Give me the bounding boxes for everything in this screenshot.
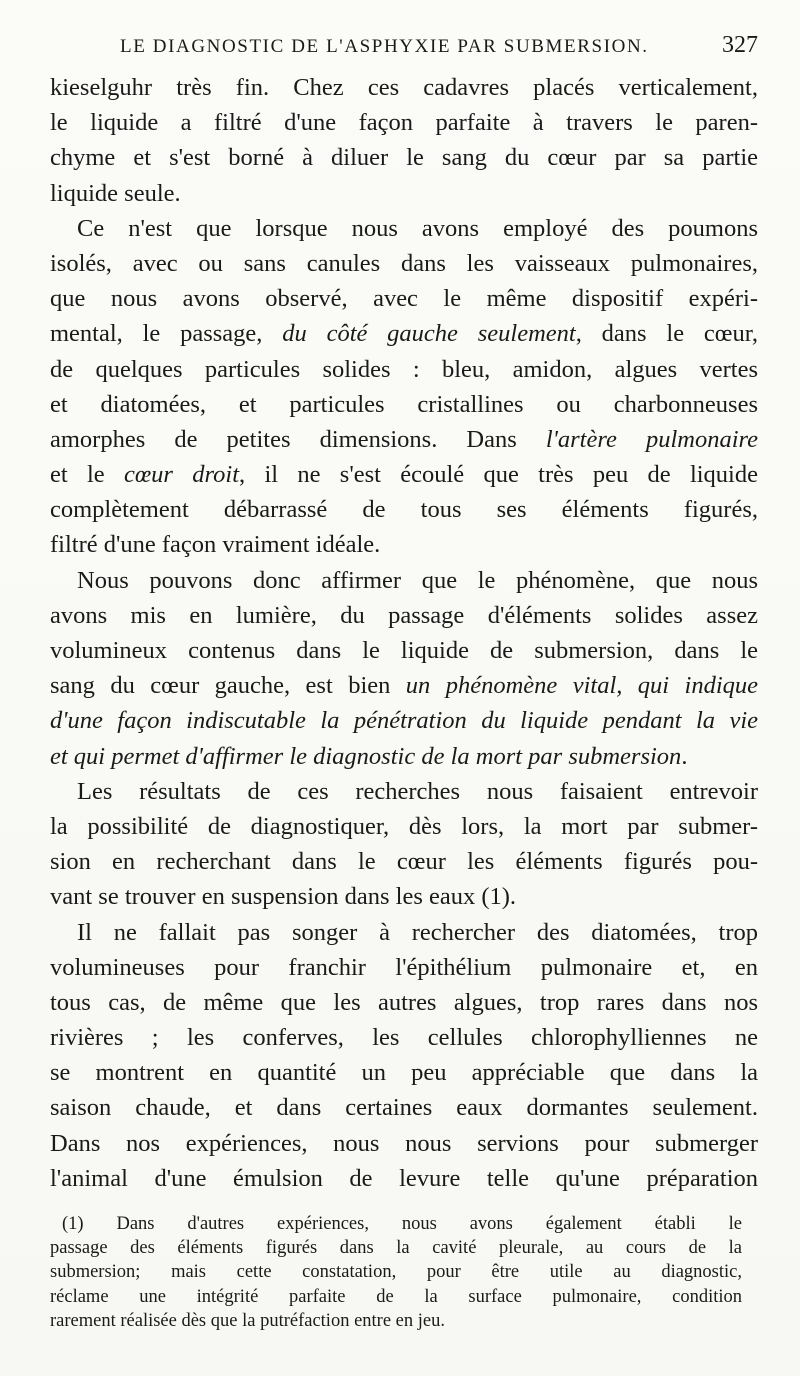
text-line: Nous pouvons donc affirmer que le phénomène, que nous — [77, 566, 758, 594]
text-line: chyme et s'est borné à diluer le sang du cœur par sa partie — [50, 144, 758, 172]
page-number: 327 — [722, 32, 758, 58]
italic-emphasis: l'artère pulmonaire — [545, 425, 758, 453]
text-line: que nous avons observé, avec le même dispositif expéri- — [50, 285, 758, 313]
text-line: mental, le passage, du côté gauche seulement, dans le cœur, — [50, 320, 758, 348]
italic-emphasis: cœur droit — [123, 461, 240, 489]
text-line: se montrent en quantité un peu appréciable que dans la — [50, 1059, 758, 1087]
text-line: kieselguhr très fin. Chez ces cadavres placés verticalement, — [50, 74, 758, 101]
text-line: amorphes de petites dimensions. Dans l'artère pulmonaire — [50, 425, 758, 453]
running-header — [120, 32, 758, 62]
text-line: Dans nos expériences, nous nous servions pour submerger — [50, 1129, 758, 1157]
italic-emphasis: du côté gauche seulement — [282, 320, 576, 348]
text-line: le liquide a filtré d'une façon parfaite à travers le paren- — [50, 109, 758, 137]
text-line: liquide seule. — [50, 179, 181, 207]
italic-emphasis: d'une façon indiscutable la pénétration du liquide pendant la vie — [50, 707, 758, 735]
footnotes — [50, 1212, 742, 1333]
text-line: de quelques particules solides : bleu, amidon, algues vertes — [50, 355, 758, 383]
text-line: l'animal d'une émulsion de levure telle qu'une préparation — [50, 1164, 758, 1192]
body-text — [50, 70, 758, 1196]
text-line: Les résultats de ces recherches nous faisaient entrevoir — [77, 777, 758, 805]
text-line: Il ne fallait pas songer à rechercher des diatomées, trop — [77, 918, 758, 946]
text-line: sang du cœur gauche, est bien un phénomène vital, qui indique — [50, 672, 759, 700]
text-line: et qui permet d'affirmer le diagnostic de la mort par submersion. — [50, 742, 688, 770]
footnote-line: passage des éléments figurés dans la cavité pleurale, au cours de la — [50, 1238, 742, 1259]
text-line: filtré d'une façon vraiment idéale. — [50, 531, 381, 559]
italic-emphasis: et qui permet d'affirmer le diagnostic de la mort par submersion — [50, 742, 682, 770]
text-line: complètement débarrassé de tous ses éléments figurés, — [50, 496, 758, 524]
footnote-line: submersion; mais cette constatation, pour être utile au diagnostic, — [50, 1262, 742, 1283]
text-line: saison chaude, et dans certaines eaux dormantes seulement. — [50, 1094, 758, 1122]
italic-emphasis: un phénomène vital, qui indique — [405, 672, 759, 700]
text-line: tous cas, de même que les autres algues, trop rares dans nos — [50, 988, 758, 1016]
footnote-line: (1) Dans d'autres expériences, nous avons également établi le — [62, 1214, 742, 1234]
running-title: LE DIAGNOSTIC DE L'ASPHYXIE PAR SUBMERSION. — [120, 36, 649, 57]
text-line: et diatomées, et particules cristallines ou charbonneuses — [50, 390, 758, 418]
text-line: vant se trouver en suspension dans les eaux (1). — [50, 883, 517, 911]
text-line: la possibilité de diagnostiquer, dès lors, la mort par submer- — [50, 812, 758, 840]
footnote-line: rarement réalisée dès que la putréfaction entre en jeu. — [50, 1310, 445, 1331]
text-line — [50, 703, 758, 738]
text-line: isolés, avec ou sans canules dans les vaisseaux pulmonaires, — [50, 249, 758, 277]
footnote-line: réclame une intégrité parfaite de la surface pulmonaire, condition — [50, 1286, 742, 1307]
text-line: sion en recherchant dans le cœur les éléments figurés pou- — [50, 848, 758, 876]
text-line: et le cœur droit, il ne s'est écoulé que très peu de liquide — [50, 461, 758, 489]
text-line: Ce n'est que lorsque nous avons employé des poumons — [77, 214, 758, 242]
text-line: rivières ; les conferves, les cellules chlorophylliennes ne — [50, 1024, 758, 1052]
text-line: volumineuses pour franchir l'épithélium pulmonaire et, en — [50, 953, 758, 981]
text-line: volumineux contenus dans le liquide de submersion, dans le — [50, 637, 758, 664]
text-line: avons mis en lumière, du passage d'éléments solides assez — [50, 601, 758, 629]
